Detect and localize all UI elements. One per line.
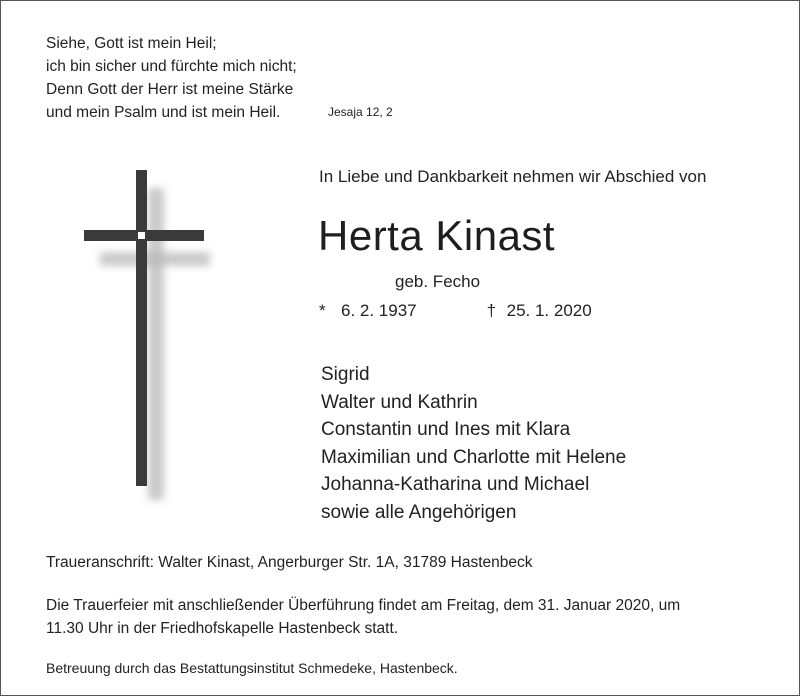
life-dates [319,301,592,321]
death-date: 25. 1. 2020 [506,301,592,320]
verse-line: ich bin sicher und fürchte mich nicht; [46,58,297,75]
cross-icon [80,166,210,516]
family-member: sowie alle Angehörigen [321,501,517,523]
deceased-name: Herta Kinast [318,212,556,259]
family-member: Maximilian und Charlotte mit Helene [321,446,627,468]
verse-line: Siehe, Gott ist mein Heil; [46,35,217,52]
birth-name: geb. Fecho [395,272,481,291]
family-list [321,361,626,527]
cross-beam-vertical [136,170,147,486]
family-member: Walter und Kathrin [321,391,478,413]
intro-text: In Liebe und Dankbarkeit nehmen wir Abschied von [319,167,707,186]
verse-reference: Jesaja 12, 2 [328,105,393,119]
cross-shadow-horizontal [100,252,210,266]
family-member: Sigrid [321,364,370,385]
verse-line: Denn Gott der Herr ist meine Stärke [46,81,294,98]
birth-symbol: * [319,301,326,320]
family-member: Johanna-Katharina und Michael [321,474,590,496]
bible-verse [46,32,393,124]
birth-date: 6. 2. 1937 [341,301,417,320]
family-member: Constantin und Ines mit Klara [321,419,571,441]
cross-center [138,232,145,239]
ceremony-line: Die Trauerfeier mit anschließender Überführung findet am Freitag, dem 31. Januar 2020, um [46,597,681,614]
mourning-address: Traueranschrift: Walter Kinast, Angerburger Str. 1A, 31789 Hastenbeck [46,554,533,571]
ceremony-line: 11.30 Uhr in der Friedhofskapelle Hastenbeck statt. [46,619,399,637]
death-symbol: † [486,301,497,320]
ceremony-info [46,595,680,640]
verse-line: und mein Psalm und ist mein Heil. [46,104,281,121]
undertaker-note: Betreuung durch das Bestattungsinstitut Schmedeke, Hastenbeck. [46,660,458,676]
